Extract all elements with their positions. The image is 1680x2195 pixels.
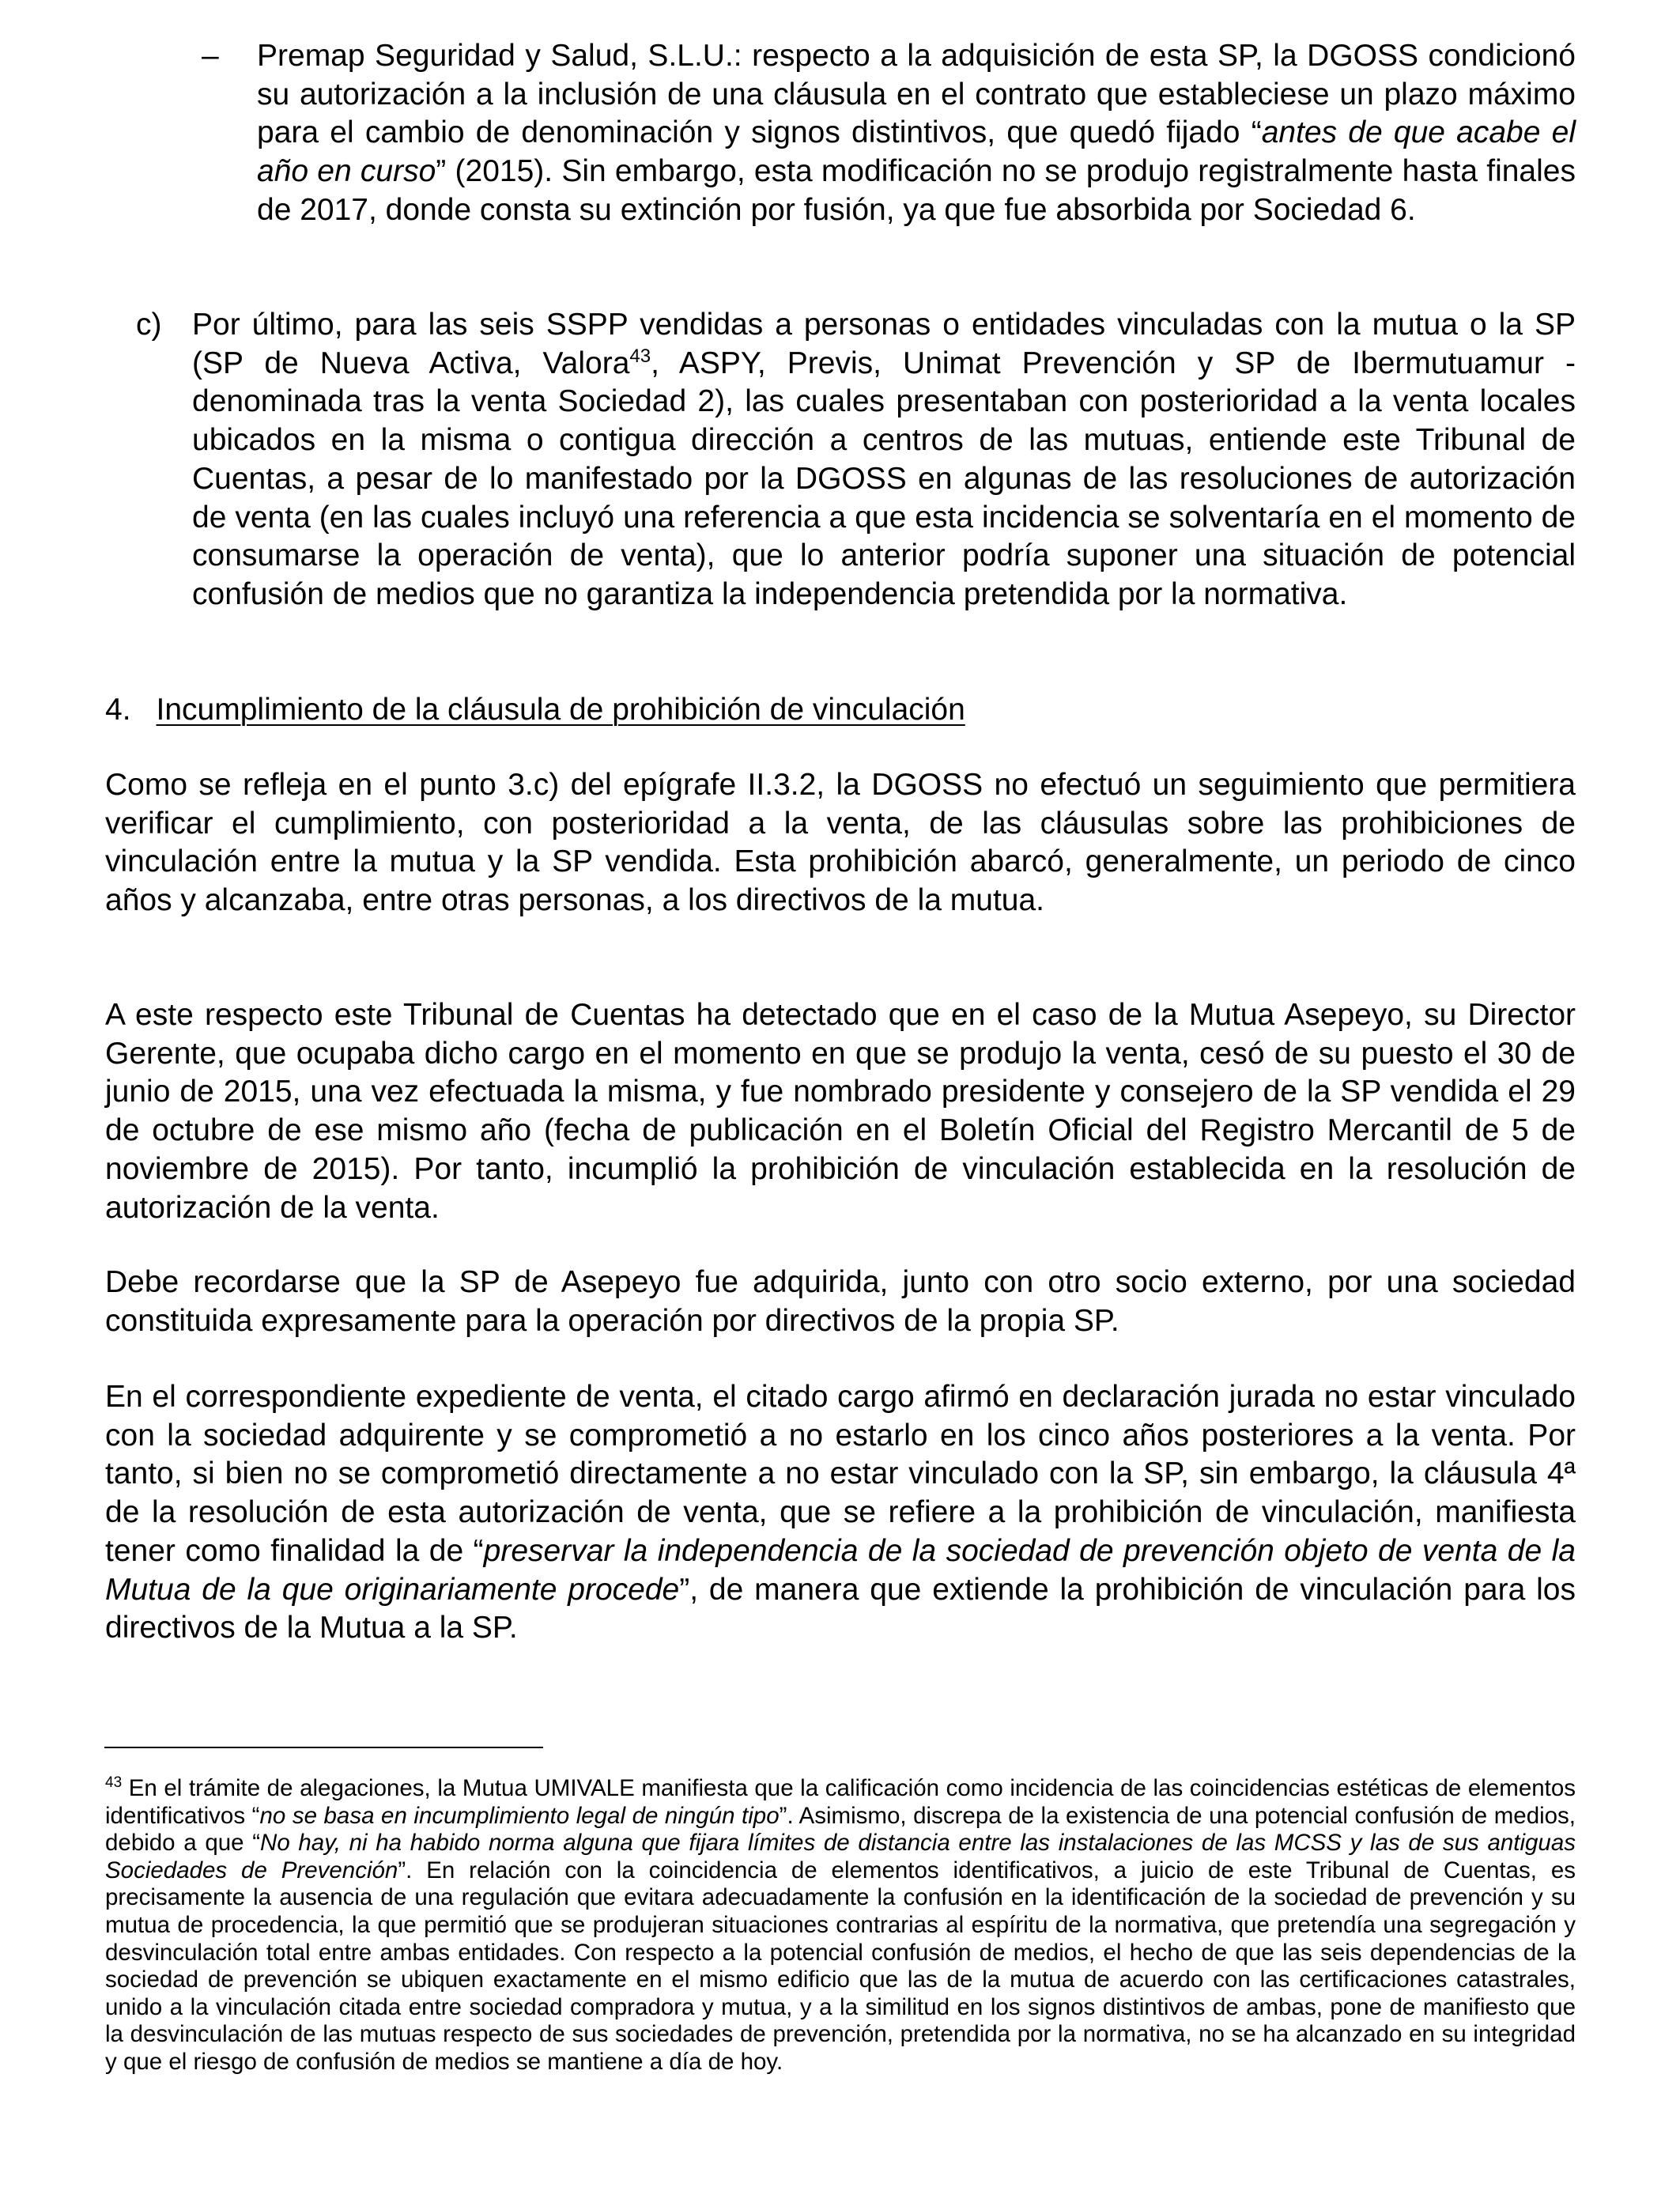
text-segment: ”. Asimismo, discrepa de la existencia de una potencial confusión de medios, debido a que “ — [105, 1802, 1576, 1857]
paragraph-asepeyo-director: A este respecto este Tribunal de Cuentas ha detectado que en el caso de la Mutua Asepeyo, su Director Gerente, que ocupaba dicho cargo en el momento en que se produjo la venta, cesó de su puesto el 30 de junio de 2015, una vez efectuada la misma, y fue nombrado presidente y consejero de la SP vendida el 29 de octubre de ese mismo año (fecha de publicación en el Boletín Oficial del Registro Mercantil de 5 de noviembre de 2015). Por tanto, incumplió la prohibición de vinculación establecida en la resolución de autorización de la venta. — [105, 998, 1576, 1225]
section-heading — [105, 691, 1576, 730]
text-segment: , ASPY, Previs, Unimat Prevención y SP de Ibermutuamur -denominada tras la venta Sociedad 2), las cuales presentaban con posterioridad a la venta locales ubicados en la misma o contigua dirección a centros de las mutuas, entiende este Tribunal de Cuentas, a pesar de lo manifestado por la DGOSS en algunas de las resoluciones de autorización de venta (en las cuales incluyó una referencia a que esta incidencia se solventaría en el momento de consumarse la operación de venta), que lo anterior podría suponer una situación de potencial confusión de medios que no garantiza la independencia pretendida por la normativa. — [192, 346, 1576, 611]
paragraph-sp-asepeyo: Debe recordarse que la SP de Asepeyo fue adquirida, junto con otro socio externo, por una sociedad constituida expresamente para la operación por directivos de la propia SP. — [105, 1265, 1576, 1338]
footnote-number: 43 — [105, 1774, 123, 1791]
footnote-separator — [104, 1747, 543, 1748]
text-segment: ”, de manera que extiende la prohibición de vinculación para los directivos de la Mutua a la SP. — [105, 1572, 1576, 1645]
italic-quote: antes de que acabe el año en curso — [257, 115, 1576, 189]
text-segment: ” (2015). Sin embargo, esta modificación no se produjo registralmente hasta finales de 2017, donde consta su extinción por fusión, ya que fue absorbida por Sociedad 6. — [257, 154, 1576, 227]
item-c-paragraph — [192, 306, 1576, 614]
footnote-43 — [105, 1775, 1576, 2076]
paragraph-declaracion-jurada — [105, 1378, 1576, 1648]
italic-quote: No hay, ni ha habido norma alguna que fijara límites de distancia entre las instalaciones de las MCSS y las de sus antiguas Sociedades de Prevención — [105, 1830, 1576, 1883]
footnote-reference-43[interactable]: 43 — [629, 345, 651, 367]
italic-quote: preservar la independencia de la sociedad de prevención objeto de venta de la Mutua de la que originariamente procede — [105, 1533, 1576, 1607]
section-title: Incumplimiento de la cláusula de prohibición de vinculación — [156, 693, 965, 727]
paragraph-seguimiento: Como se refleja en el punto 3.c) del epígrafe II.3.2, la DGOSS no efectuó un seguimiento que permitiera verificar el cumplimiento, con posterioridad a la venta, de las cláusulas sobre las prohibiciones de vinculación entre la mutua y la SP vendida. Esta prohibición abarcó, generalmente, un periodo de cinco años y alcanzaba, entre otras personas, a los directivos de la mutua. — [105, 768, 1576, 918]
bullet-premap-paragraph — [257, 37, 1576, 230]
text-segment: Premap Seguridad y Salud, S.L.U.: respecto a la adquisición de esta SP, la DGOSS condicionó su autorización a la inclusión de una cláusula en el contrato que estableciese un plazo máximo para el cambio de denominación y signos distintivos, que quedó fijado “ — [257, 39, 1576, 150]
text-segment: En el correspondiente expediente de venta, el citado cargo afirmó en declaración jurada no estar vinculado con la sociedad adquirente y se comprometió a no estarlo en los cinco años posteriores a la venta. Por tanto, si bien no se comprometió directamente a no estar vinculado con la SP, sin embargo, la cláusula 4ª de la resolución de esta autorización de venta, que se refiere a la prohibición de vinculación, manifiesta tener como finalidad la de “ — [105, 1380, 1576, 1568]
dash-bullet-marker: – — [202, 39, 219, 73]
list-item-marker-c: c) — [136, 308, 162, 342]
italic-quote: no se basa en incumplimiento legal de ningún tipo — [259, 1802, 780, 1829]
text-segment: ”. En relación con la coincidencia de elementos identificativos, a juicio de este Tribunal de Cuentas, es precisamente la ausencia de una regulación que evitara adecuadamente la confusión en la identificación de la sociedad de prevención y su mutua de procedencia, la que permitió que se produjeran situaciones contrarias al espíritu de la normativa, que pretendía una segregación y desvinculación total entre ambas entidades. Con respecto a la potencial confusión de medios, el hecho de que las seis dependencias de la sociedad de prevención se ubiquen exactamente en el mismo edificio que las de la mutua de acuerdo con las certificaciones catastrales, unido a la vinculación citada entre sociedad compradora y mutua, y a la similitud en los signos distintivos de ambas, pone de manifiesto que la desvinculación de las mutuas respecto de sus sociedades de prevención, pretendida por la normativa, no se ha alcanzado en su integridad y que el riesgo de confusión de medios se mantiene a día de hoy. — [105, 1857, 1576, 2075]
text-segment: Por último, para las seis SSPP vendidas a personas o entidades vinculadas con la mutua o la SP (SP de Nueva Activa, Valora — [192, 308, 1576, 380]
section-number: 4. — [105, 693, 131, 727]
text-segment: En el trámite de alegaciones, la Mutua UMIVALE manifiesta que la calificación como incidencia de las coincidencias estéticas de elementos identificativos “ — [105, 1775, 1576, 1829]
